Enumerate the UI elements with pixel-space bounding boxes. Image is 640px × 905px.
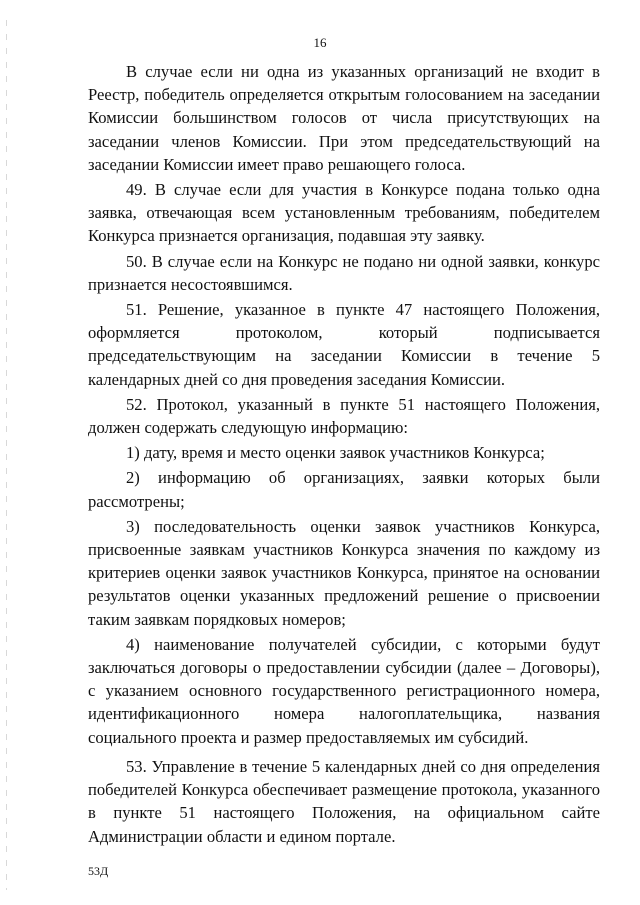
scan-edge-artifact [6, 20, 7, 890]
paragraph-registry-vote: В случае если ни одна из указанных организаций не входит в Реестр, победитель определяется открытым голосованием на заседании Комиссии большинством голосов от числа присутствующих на заседании членов Комиссии. При этом председательствующий на заседании Комиссии имеет право решающего голоса. [88, 62, 600, 174]
paragraph-51: 51. Решение, указанное в пункте 47 настоящего Положения, оформляется протоколом, который подписывается председательствующим на заседании Комиссии в течение 5 календарных дней со дня проведения заседания Комиссии. [88, 300, 600, 389]
document-body [88, 60, 600, 848]
list-item-4: 4) наименование получателей субсидии, с которыми будут заключаться договоры о предоставлении субсидии (далее – Договоры), с указанием основного государственного регистрационного номера, идентификационного номера налогоплательщика, названия социального проекта и размер предоставляемых им субсидий. [88, 634, 600, 747]
list-item-3: 3) последовательность оценки заявок участников Конкурса, присвоенные заявкам участников Конкурса значения по каждому из критериев оценки заявок участников Конкурса, принятое на основании результатов оценки указанных предложений решение о присвоении таким заявкам порядковых номеров; [88, 516, 600, 629]
footer-code: 53Д [88, 864, 109, 878]
list-item-1: 1) дату, время и место оценки заявок участников Конкурса; [126, 443, 545, 463]
paragraph-49: 49. В случае если для участия в Конкурсе подана только одна заявка, отвечающая всем установленным требованиям, победителем Конкурса признается организация, подавшая эту заявку. [88, 180, 600, 246]
paragraph-53: 53. Управление в течение 5 календарных дней со дня определения победителей Конкурса обеспечивает размещение протокола, указанного в пункте 51 настоящего Положения, на официальном сайте Администрации области и едином портале. [88, 756, 600, 846]
paragraph-50: 50. В случае если на Конкурс не подано ни одной заявки, конкурс признается несостоявшимся. [88, 251, 600, 294]
paragraph-52: 52. Протокол, указанный в пункте 51 настоящего Положения, должен содержать следующую информацию: [88, 394, 600, 438]
page-number: 16 [313, 35, 327, 50]
list-item-2: 2) информацию об организациях, заявки которых были рассмотрены; [88, 468, 600, 511]
